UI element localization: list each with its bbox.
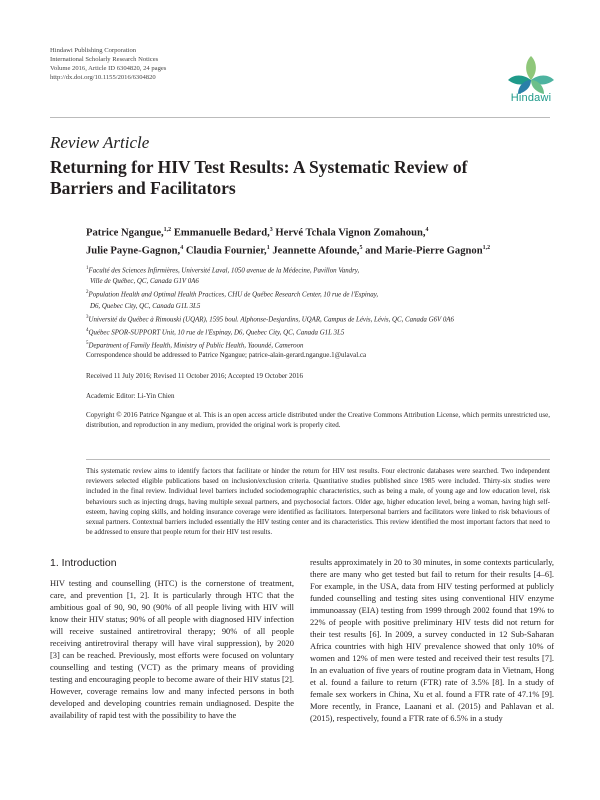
author-name: Claudia Fournier,: [183, 245, 267, 257]
author-affiliation-mark: 1: [266, 244, 270, 251]
author-name: Emmanuelle Bedard,: [171, 227, 270, 239]
body-column-right: results approximately in 20 to 30 minutes, in some contexts particularly, there are many who get tested but fail to return for their results [4–6]. For example, in the USA, data from HIV testing performed at publicly funded counselling and testing sites using conventional HIV enzyme immunoassay (EIA) testing from 1999 through 2002 found that 19% to 22% of people with positive preliminary HIV tests did not return for their test results [6]. In 2009, a survey conducted in 12 Sub-Saharan Africa countries with high HIV prevalence showed that only 10% of women and 12% of men were tested and received their test results [7]. In an evaluation of five years of routine program data in Vietnam, Hong et al. found a failure to return (FTR) rate of 3.5% [8]. In a study of female sex workers in China, Xu et al. found a FTR rate of 47.1% [9]. More recently, in France, Laanani et al. (2015) and Pahlavan et al. (2015), respectively, found a FTR rate of 6.5% in a study: [310, 557, 554, 723]
author-affiliation-mark: 5: [359, 244, 363, 251]
author-name: Patrice Ngangue,: [86, 227, 164, 239]
author-list: [86, 223, 566, 258]
affiliation-text: Population Health and Optimal Health Practices, CHU de Québec Research Center, 10 rue de l'Espinay,: [88, 291, 379, 299]
body-column-left: HIV testing and counselling (HTC) is the cornerstone of treatment, care, and prevention [1, 2]. It is particularly through HTC that the ambitious goal of 90, 90, 90 (90% of all people living with HIV will know their HIV status; 90% of all people with diagnosed HIV infection will receive sustained antiretroviral therapy; 90% of all people receiving antiretroviral therapy will have viral suppression), by 2020 [3] can be reached. Previously, most efforts were focused on voluntary counselling and testing (VCT) as the primary means of providing testing and encouraging people to become aware of their HIV status [2]. However, coverage remains low and many infected persons in both developed and developing countries remain undiagnosed. Despite the availability of rapid test with the possibility to have the: [50, 578, 294, 720]
author-name: Hervé Tchala Vignon Zomahoun,: [272, 227, 426, 239]
affiliation-list: [86, 263, 566, 351]
affiliation-number: 2: [86, 290, 89, 296]
copyright-notice: Copyright © 2016 Patrice Ngangue et al. This is an open access article distributed under the Creative Commons Attribution License, which permits unrestricted use, distribution, and reproduction in any medium, provided the original work is properly cited.: [86, 411, 550, 429]
header-doi: http://dx.doi.org/10.1155/2016/6304820: [50, 73, 156, 81]
hindawi-logo-text: Hindawi: [510, 92, 552, 104]
affiliation-item: [86, 325, 566, 338]
author-affiliation-mark: 3: [269, 227, 273, 233]
author-affiliation-mark: 1,2: [482, 244, 491, 251]
title-line-1: Returning for HIV Test Results: A Systematic Review of: [50, 157, 468, 177]
affiliation-text: Faculté des Sciences Infirmières, Université Laval, 1050 avenue de la Médecine, Pavillon Vandry,: [88, 267, 360, 275]
affiliation-text-cont: D6, Quebec City, QC, Canada G1L 3L5: [90, 302, 201, 310]
abstract: This systematic review aims to identify factors that facilitate or hinder the return for HIV test results. Four electronic databases were searched. Two independent reviewers selected eligible publications based on inclusion/exclusion criteria. Quantitative studies published since 1985 were included. Thirty-six studies were included in the final review. Individual level barriers included sociodemographic characteristics, such as being a male, of young age and low education level, risk behaviours such as injecting drugs, having multiple sexual partners, and psychosocial factors. Older age, higher education level, being a woman, having high self-esteem, having coping skills, and holding insurance coverage were identified as facilitators. Interpersonal barriers and facilitators were linked to risk behaviours of sexual partners. Contextual barriers included essentially the HIV testing center and its characteristics. This review identified the most important factors that need to be addressed to ensure that people return for their HIV test results.: [86, 467, 550, 537]
affiliation-text-cont: Ville de Québec, QC, Canada G1V 0A6: [90, 278, 199, 286]
affiliation-number: 5: [86, 341, 89, 347]
abstract-divider: [86, 459, 550, 460]
affiliation-number: 3: [86, 314, 89, 320]
affiliation-number: 1: [86, 266, 89, 271]
received-dates: Received 11 July 2016; Revised 11 October 2016; Accepted 19 October 2016: [86, 372, 304, 380]
section-heading-introduction: 1. Introduction: [50, 557, 117, 569]
affiliation-item: [86, 312, 566, 325]
header-divider: [50, 117, 550, 118]
header-volume: Volume 2016, Article ID 6304820, 24 pages: [50, 64, 167, 72]
author-name: and Marie-Pierre Gagnon: [362, 245, 483, 257]
affiliation-text: Québec SPOR-SUPPORT Unit, 10 rue de l'Espinay, D6, Quebec City, QC, Canada G1L 3L5: [88, 329, 345, 337]
header-publisher: Hindawi Publishing Corporation: [50, 47, 137, 54]
author-affiliation-mark: 4: [180, 244, 184, 251]
affiliation-item: [86, 263, 566, 287]
affiliation-text: Université du Québec à Rimouski (UQAR), 1595 boul. Alphonse-Desjardins, UQAR, Campus de Lévis, Lévis, QC, Canada G6V 0A6: [88, 315, 454, 323]
author-affiliation-mark: 4: [425, 227, 429, 233]
author-name: Jeannette Afounde,: [269, 245, 360, 257]
title-line-2: Barriers and Facilitators: [50, 178, 236, 198]
article-title: [50, 157, 550, 199]
article-type: Review Article: [50, 133, 150, 152]
author-name: Julie Payne-Gagnon,: [86, 245, 181, 257]
academic-editor: Academic Editor: Li-Yin Chien: [86, 392, 175, 400]
author-line-1: [86, 223, 566, 241]
journal-header: [50, 47, 166, 83]
affiliation-text: Department of Family Health, Ministry of Public Health, Yaoundé, Cameroon: [88, 342, 304, 350]
author-line-2: [86, 241, 566, 259]
author-affiliation-mark: 1,2: [163, 227, 172, 233]
correspondence: Correspondence should be addressed to Patrice Ngangue; patrice-alain-gerard.ngangue.1@ulaval.ca: [86, 351, 367, 359]
affiliation-item: [86, 287, 566, 311]
header-journal: International Scholarly Research Notices: [50, 55, 159, 63]
affiliation-number: 4: [86, 327, 89, 333]
